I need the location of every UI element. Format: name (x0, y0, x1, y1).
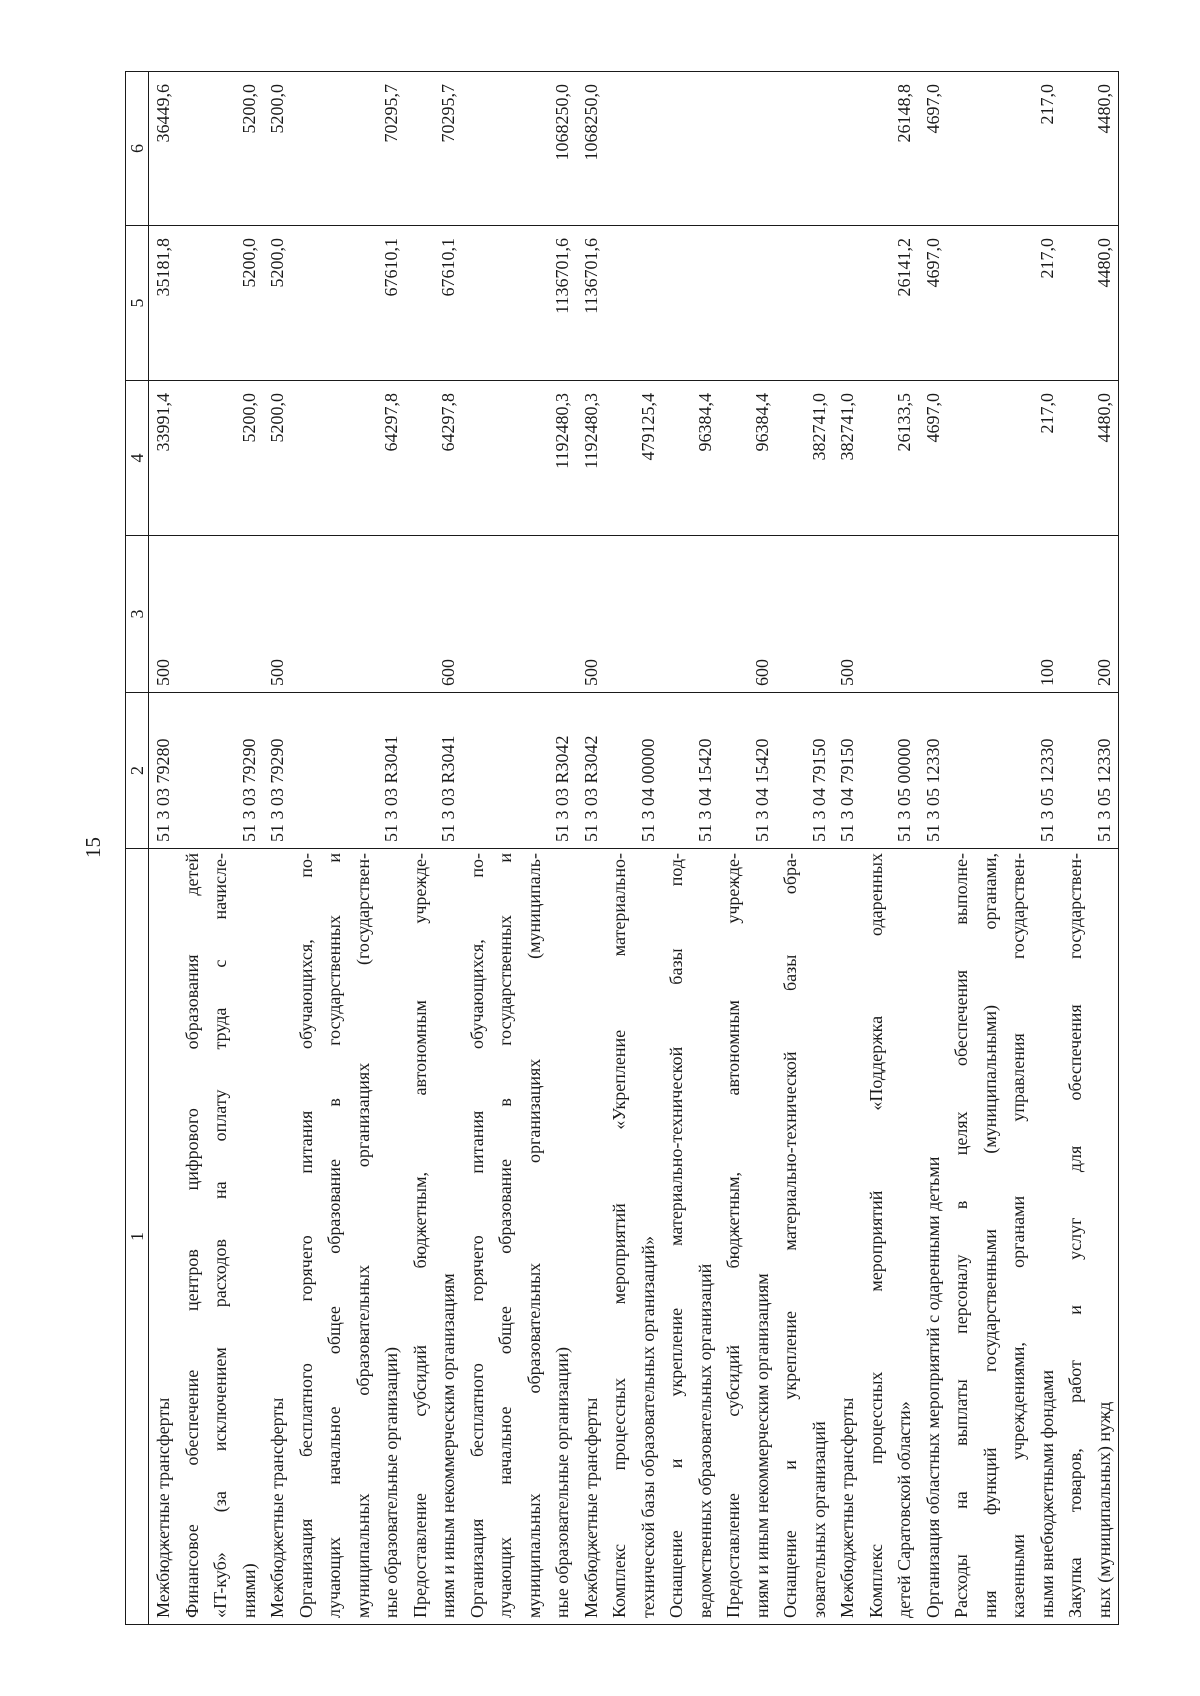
row-description-line: Закупка товаров, работ и услуг для обеспечения государствен- (1065, 853, 1085, 1618)
row-description-line: ведомственных образовательных организаций (694, 1263, 715, 1618)
row-expense-type: 600 (751, 659, 772, 686)
row-description-line: зовательных организаций (808, 1421, 829, 1618)
row-amount-4: 382741,0 (837, 393, 857, 461)
header-col-4: 4 (126, 381, 149, 536)
budget-table (125, 71, 1119, 1625)
row-description-line: ными внебюджетными фондами (1036, 1370, 1057, 1618)
row-description-line: лучающих начальное общее образование в государственных и (324, 853, 344, 1618)
amount-column-5 (149, 226, 1119, 381)
row-amount-6: 217,0 (1036, 84, 1057, 125)
row-description-line: казенными учреждениями, органами управления государствен- (1008, 853, 1028, 1618)
header-col-1: 1 (126, 849, 149, 1625)
row-description-line: ниям и иным некоммерческим организациям (751, 1273, 772, 1618)
row-code: 51 3 04 00000 (637, 738, 658, 842)
row-amount-4: 217,0 (1036, 393, 1057, 434)
row-code: 51 3 04 15420 (751, 738, 772, 842)
amount-column-4 (149, 381, 1119, 536)
row-amount-4: 4480,0 (1093, 393, 1114, 443)
row-code: 51 3 05 12330 (922, 738, 943, 842)
row-description-line: ных (муниципальных) нужд (1093, 1401, 1114, 1618)
row-amount-4: 5200,0 (267, 393, 287, 443)
amount-column-6 (149, 72, 1119, 226)
row-code: 51 3 05 00000 (894, 738, 914, 842)
header-col-6: 6 (126, 72, 149, 226)
row-code: 51 3 04 79150 (837, 738, 857, 842)
row-amount-6: 4480,0 (1093, 84, 1114, 134)
row-amount-5: 1136701,6 (552, 238, 572, 314)
row-description-line: Комплекс процессных мероприятий «Поддержка одаренных (865, 853, 886, 1618)
table-header (126, 72, 149, 1625)
row-amount-4: 4697,0 (922, 393, 943, 443)
expense-type-column (149, 536, 1119, 693)
row-amount-6: 26148,8 (894, 84, 914, 143)
row-description-line: Комплекс процессных мероприятий «Укрепление материально- (609, 853, 629, 1618)
row-amount-6: 1068250,0 (552, 84, 572, 161)
code-column (149, 693, 1119, 849)
row-amount-6: 36449,6 (153, 84, 173, 143)
row-amount-4: 26133,5 (894, 393, 914, 452)
row-amount-4: 1192480,3 (552, 393, 572, 469)
row-description-line: ниями) (238, 1563, 259, 1618)
row-amount-4: 96384,4 (751, 393, 772, 452)
row-description-line: Финансовое обеспечение центров цифрового образования детей (181, 853, 202, 1618)
row-amount-5: 35181,8 (153, 238, 173, 297)
row-description-line: ные образовательные организации) (552, 1346, 572, 1618)
row-code: 51 3 04 15420 (694, 738, 715, 842)
row-description-line: детей Саратовской области» (894, 1401, 914, 1618)
row-amount-5: 5200,0 (267, 238, 287, 288)
row-expense-type: 500 (153, 659, 173, 686)
row-amount-4: 1192480,3 (580, 393, 601, 469)
row-description-line: Межбюджетные трансферты (153, 1397, 173, 1618)
row-description-line: муниципальных образовательных организациях (государствен- (352, 853, 373, 1618)
row-description-line: Предоставление субсидий бюджетным, автономным учрежде- (723, 853, 743, 1618)
row-code: 51 3 04 79150 (808, 738, 829, 842)
row-expense-type: 500 (267, 659, 287, 686)
row-description-line: Организация областных мероприятий с одаренными детьми (922, 1156, 943, 1618)
row-description-line: Межбюджетные трансферты (580, 1397, 601, 1618)
row-code: 51 3 05 12330 (1093, 738, 1114, 842)
row-expense-type: 100 (1036, 659, 1057, 686)
row-description-line: «IT-куб» (за исключением расходов на оплату труда с начисле- (210, 853, 230, 1618)
row-amount-4: 96384,4 (694, 393, 715, 452)
row-code: 51 3 03 R3041 (438, 735, 458, 842)
row-amount-4: 382741,0 (808, 393, 829, 461)
rotated-table-container (125, 72, 1114, 1625)
description-column (149, 849, 1119, 1625)
row-amount-4: 33991,4 (153, 393, 173, 452)
row-amount-5: 4480,0 (1093, 238, 1114, 288)
row-code: 51 3 05 12330 (1036, 738, 1057, 842)
row-description-line: Расходы на выплаты персоналу в целях обеспечения выполне- (951, 853, 971, 1618)
header-col-2: 2 (126, 693, 149, 849)
row-description-line: Предоставление субсидий бюджетным, автономным учрежде- (409, 853, 430, 1618)
row-description-line: Оснащение и укрепление материально-технической базы под- (666, 853, 686, 1618)
row-amount-5: 4697,0 (922, 238, 943, 288)
row-amount-4: 5200,0 (238, 393, 259, 443)
row-amount-5: 217,0 (1036, 238, 1057, 279)
row-expense-type: 600 (438, 659, 458, 686)
row-description-line: ниям и иным некоммерческим организациям (438, 1273, 458, 1618)
row-description-line: Межбюджетные трансферты (837, 1397, 857, 1618)
row-code: 51 3 03 R3042 (552, 735, 572, 842)
header-col-3: 3 (126, 536, 149, 693)
row-description-line: Организация бесплатного горячего питания обучающихся, по- (466, 853, 487, 1618)
row-expense-type: 500 (837, 659, 857, 686)
row-amount-4: 64297,8 (438, 393, 458, 452)
row-amount-5: 1136701,6 (580, 238, 601, 314)
row-description-line: ния функций государственными (муниципальными) органами, (979, 853, 1000, 1618)
row-amount-5: 67610,1 (381, 238, 401, 297)
row-amount-6: 70295,7 (438, 84, 458, 143)
row-code: 51 3 03 79280 (153, 738, 173, 842)
row-description-line: лучающих начальное общее образование в государственных и (495, 853, 515, 1618)
row-amount-6: 5200,0 (238, 84, 259, 134)
row-amount-6: 5200,0 (267, 84, 287, 134)
row-amount-5: 5200,0 (238, 238, 259, 288)
row-description-line: муниципальных образовательных организациях (муниципаль- (523, 853, 544, 1618)
table-body (149, 72, 1119, 1625)
row-description-line: ные образовательные организации) (381, 1346, 401, 1618)
row-amount-4: 64297,8 (381, 393, 401, 452)
row-expense-type: 200 (1093, 659, 1114, 686)
row-code: 51 3 03 79290 (267, 738, 287, 842)
row-description-line: Оснащение и укрепление материально-технической базы обра- (780, 853, 800, 1618)
row-amount-5: 67610,1 (438, 238, 458, 297)
row-code: 51 3 03 79290 (238, 738, 259, 842)
row-amount-5: 26141,2 (894, 238, 914, 297)
row-amount-6: 4697,0 (922, 84, 943, 134)
header-col-5: 5 (126, 226, 149, 381)
row-description-line: Межбюджетные трансферты (267, 1397, 287, 1618)
row-code: 51 3 03 R3041 (381, 735, 401, 842)
page-number: 15 (81, 837, 105, 858)
row-description-line: Организация бесплатного горячего питания обучающихся, по- (295, 853, 316, 1618)
row-amount-6: 1068250,0 (580, 84, 601, 161)
row-amount-6: 70295,7 (381, 84, 401, 143)
row-amount-4: 479125,4 (637, 393, 658, 461)
row-description-line: технической базы образовательных организаций» (637, 1235, 658, 1618)
row-code: 51 3 03 R3042 (580, 735, 601, 842)
row-expense-type: 500 (580, 659, 601, 686)
